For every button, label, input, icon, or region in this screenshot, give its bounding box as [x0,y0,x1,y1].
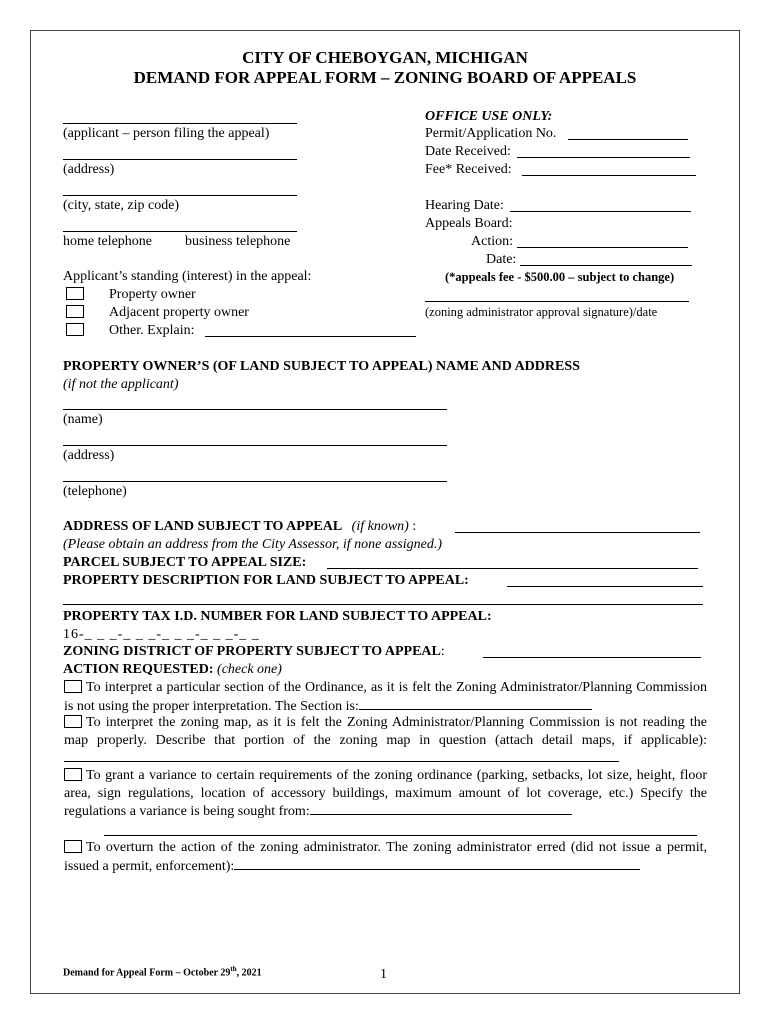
section-field[interactable] [359,697,592,710]
land-address-colon: : [408,519,417,534]
fee-received-label: Fee* Received: [425,162,512,177]
action-option-3 [64,767,707,821]
date-received-field[interactable] [517,157,690,158]
footer-form-text: Demand for Appeal Form – October 29 [63,967,231,979]
variance-regulations-field-2[interactable] [104,835,697,836]
land-address-row [63,518,416,535]
checkbox-adjacent-owner[interactable] [66,305,84,318]
applicant-name-field[interactable] [63,123,297,124]
action-check-one: (check one) [217,662,282,677]
other-explain-field[interactable] [205,336,416,337]
owner-heading: PROPERTY OWNER’S (OF LAND SUBJECT TO APPEAL) NAME AND ADDRESS [63,359,580,374]
checkbox-interpret-map[interactable] [64,715,82,728]
land-address-label: ADDRESS OF LAND SUBJECT TO APPEAL [63,519,343,534]
permit-field[interactable] [568,139,688,140]
business-telephone-label: business telephone [185,234,291,249]
owner-address-label: (address) [63,448,115,463]
applicant-address-field[interactable] [63,159,297,160]
checkbox-interpret-section[interactable] [64,680,82,693]
office-use-heading: OFFICE USE ONLY: [425,109,553,124]
checkbox-property-owner[interactable] [66,287,84,300]
option-overturn-text: To overturn the action of the zoning administrator. The zoning administrator erred (did not issue a permit, issued a permit, enforcement): [64,840,707,874]
board-date-label: Date: [486,252,517,267]
action-label: Action: [471,234,513,249]
owner-telephone-field[interactable] [63,481,447,482]
owner-name-label: (name) [63,412,103,427]
tax-id-label: PROPERTY TAX I.D. NUMBER FOR LAND SUBJECT TO APPEAL: [63,609,492,624]
owner-telephone-label: (telephone) [63,484,127,499]
property-description-field[interactable] [507,586,703,587]
action-option-4 [64,839,707,875]
variance-regulations-field[interactable] [310,802,572,815]
option-interpret-map-text: To interpret the zoning map, as it is felt the Zoning Administrator/Planning Commission is not reading the map properly. Describe that portion of the zoning map in question (attach detail maps, if applicable): [64,715,707,748]
action-requested-heading: ACTION REQUESTED: [63,662,214,677]
map-description-field[interactable] [64,749,619,762]
owner-subheading: (if not the applicant) [63,377,179,392]
land-address-field[interactable] [455,532,700,533]
hearing-date-label: Hearing Date: [425,198,504,213]
page-number: 1 [380,967,387,982]
action-field[interactable] [517,247,688,248]
land-address-note: (Please obtain an address from the City Assessor, if none assigned.) [63,537,443,552]
signature-label: (zoning administrator approval signature)/date [425,305,658,319]
home-telephone-label: home telephone [63,234,153,249]
zoning-district-row [63,643,445,660]
applicant-label: (applicant – person filing the appeal) [63,126,270,141]
option-property-owner: Property owner [109,287,196,302]
option-other: Other. Explain: [109,323,195,338]
owner-address-field[interactable] [63,445,447,446]
land-address-ifknown: (if known) [351,519,409,534]
action-option-2 [64,714,707,768]
permit-label: Permit/Application No. [425,126,557,141]
property-description-field-2[interactable] [63,604,703,605]
zoning-district-field[interactable] [483,657,701,658]
checkbox-other[interactable] [66,323,84,336]
option-adjacent-owner: Adjacent property owner [109,305,249,320]
fee-received-field[interactable] [522,175,696,176]
signature-field[interactable] [425,301,689,302]
form-title-line1: CITY OF CHEBOYGAN, MICHIGAN [242,48,528,67]
action-option-1 [64,679,707,715]
applicant-city-field[interactable] [63,195,297,196]
tax-id-field[interactable]: 16-_ _ _-_ _ _-_ _ _-_ _ _-_ _ [63,627,260,642]
appeals-fee-note: (*appeals fee - $500.00 – subject to change) [445,270,675,284]
parcel-size-field[interactable] [327,568,698,569]
option-variance-text: To grant a variance to certain requirements of the zoning ordinance (parking, setbacks, lot size, height, floor area, sign regulations, location of accessory buildings, maximum amount of lot coverage, etc.) Specify the regulations a variance is being sought from: [64,768,707,819]
applicant-telephone-field[interactable] [63,231,297,232]
zoning-district-label: ZONING DISTRICT OF PROPERTY SUBJECT TO APPEAL [63,644,441,659]
hearing-date-field[interactable] [510,211,691,212]
applicant-address-label: (address) [63,162,115,177]
zoning-district-colon: : [440,644,445,659]
date-received-label: Date Received: [425,144,511,159]
property-description-label: PROPERTY DESCRIPTION FOR LAND SUBJECT TO APPEAL: [63,573,469,588]
footer-superscript: th [230,965,237,973]
footer-form-label [63,965,262,978]
applicant-city-label: (city, state, zip code) [63,198,180,213]
checkbox-variance[interactable] [64,768,82,781]
appeals-board-label: Appeals Board: [425,216,513,231]
board-date-field[interactable] [520,265,692,266]
parcel-size-label: PARCEL SUBJECT TO APPEAL SIZE: [63,555,307,570]
action-requested-row [63,661,282,678]
overturn-field[interactable] [234,857,640,870]
option-interpret-section-text: To interpret a particular section of the Ordinance, as it is felt the Zoning Administrator/Planning Commission is not using the proper interpretation. The Section is: [64,680,707,714]
owner-name-field[interactable] [63,409,447,410]
form-title-line2: DEMAND FOR APPEAL FORM – ZONING BOARD OF APPEALS [133,68,637,87]
footer-year: , 2021 [236,967,262,979]
standing-label: Applicant’s standing (interest) in the appeal: [63,269,312,284]
checkbox-overturn[interactable] [64,840,82,853]
